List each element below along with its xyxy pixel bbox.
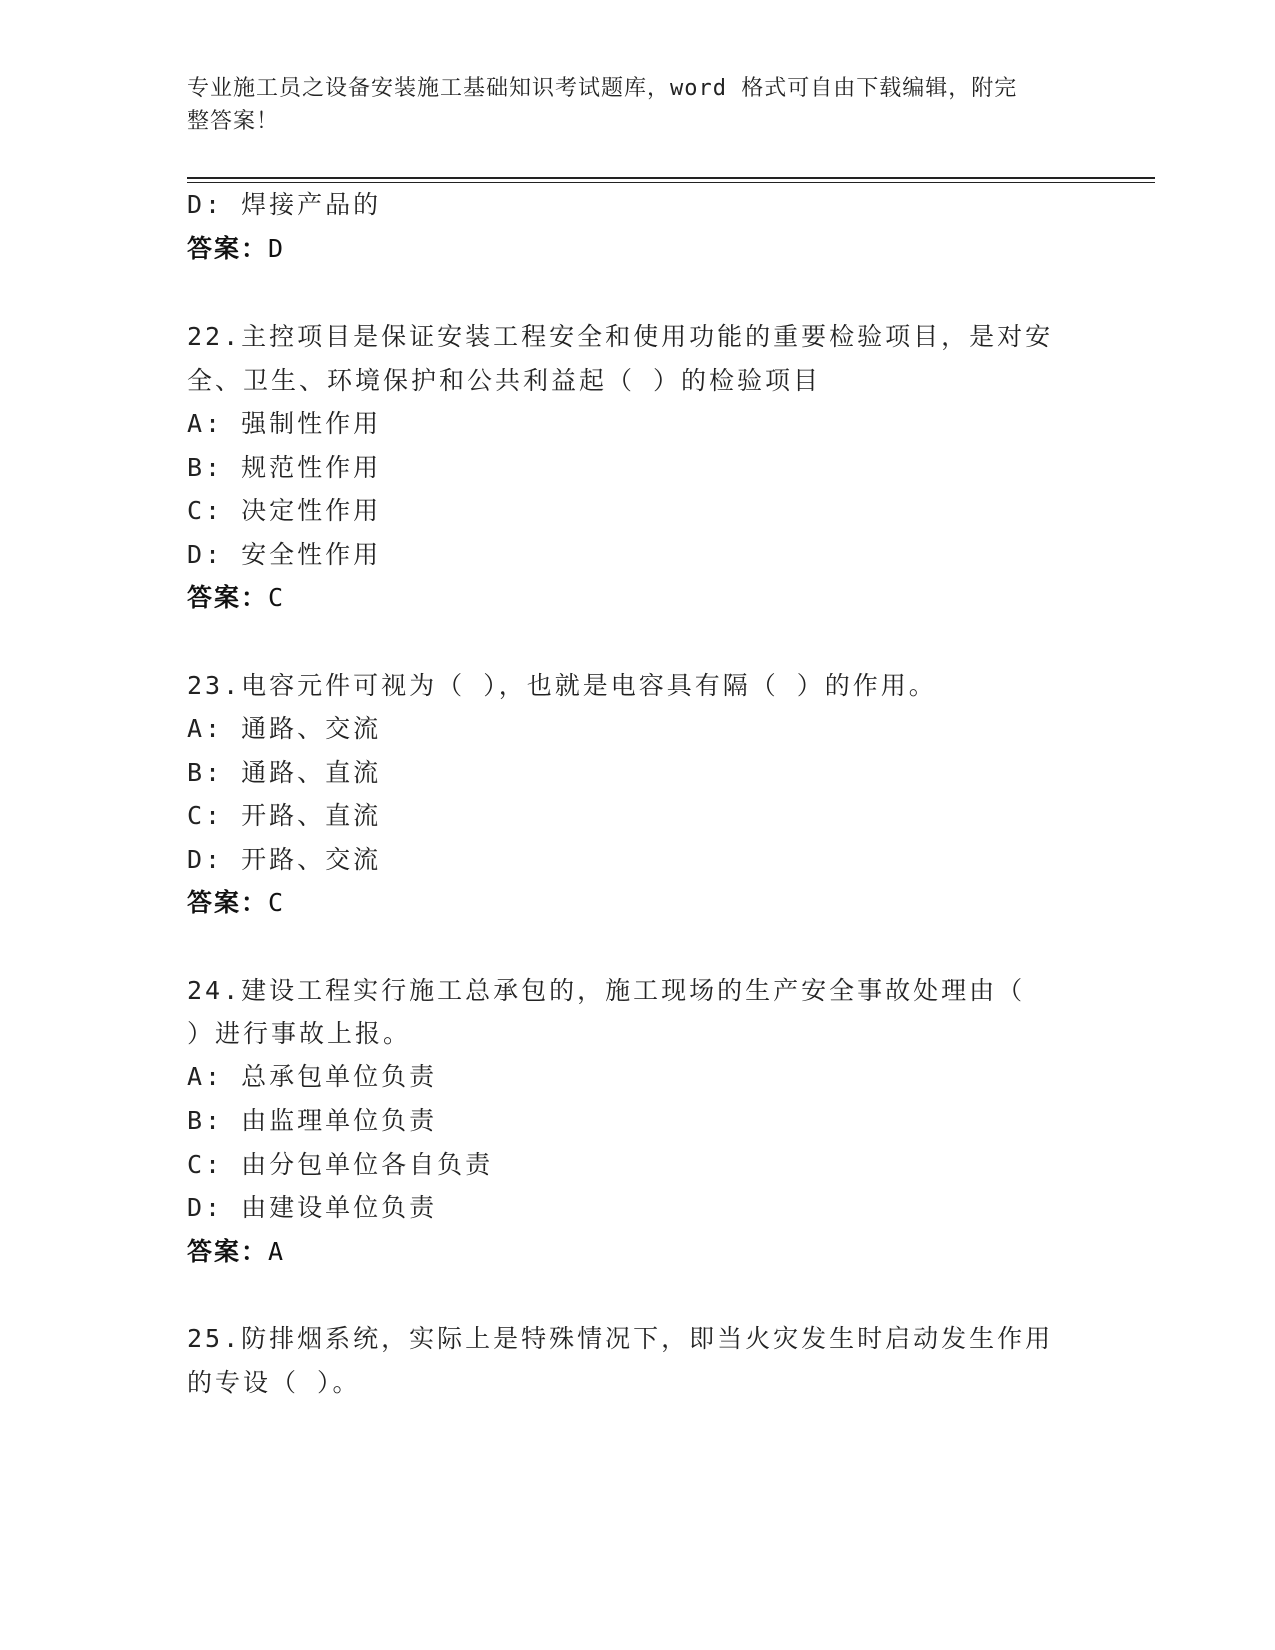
question-22-option-d: D: 安全性作用: [187, 540, 382, 569]
question-23-option-d: D: 开路、交流: [187, 845, 382, 874]
header-line-1: 专业施工员之设备安装施工基础知识考试题库，word 格式可自由下载编辑，附完: [187, 76, 1018, 101]
question-25-stem-line-1: 25.防排烟系统，实际上是特殊情况下，即当火灾发生时启动发生作用: [187, 1324, 1054, 1353]
answer-label: 答案：: [187, 888, 269, 917]
answer-label: 答案：: [187, 234, 269, 263]
question-24-option-b: B: 由监理单位负责: [187, 1106, 438, 1135]
question-22-answer: [187, 581, 285, 615]
answer-label: 答案：: [187, 583, 269, 612]
answer-value: D: [268, 234, 286, 263]
question-24-option-d: D: 由建设单位负责: [187, 1193, 438, 1222]
question-22-option-c: C: 决定性作用: [187, 496, 382, 525]
answer-value: A: [268, 1237, 286, 1266]
header-divider-thin: [187, 182, 1155, 183]
question-22-stem-line-1: 22.主控项目是保证安装工程安全和使用功能的重要检验项目，是对安: [187, 322, 1054, 351]
question-23-option-b: B: 通路、直流: [187, 758, 382, 787]
header-line-2: 整答案！: [187, 109, 280, 134]
question-22-option-a: A: 强制性作用: [187, 409, 382, 438]
question-24-option-a: A: 总承包单位负责: [187, 1062, 438, 1091]
question-23-option-c: C: 开路、直流: [187, 801, 382, 830]
answer-value: C: [268, 583, 286, 612]
answer-label: 答案：: [187, 1237, 269, 1266]
question-24-answer: [187, 1235, 285, 1269]
question-24-option-c: C: 由分包单位各自负责: [187, 1150, 494, 1179]
question-24-stem-line-1: 24.建设工程实行施工总承包的，施工现场的生产安全事故处理由（: [187, 976, 1026, 1005]
header-divider: [187, 177, 1155, 179]
question-23-option-a: A: 通路、交流: [187, 714, 382, 743]
option-d: D: 焊接产品的: [187, 190, 382, 219]
answer-value: C: [268, 888, 286, 917]
answer-line: [187, 232, 285, 266]
question-22-option-b: B: 规范性作用: [187, 453, 382, 482]
question-24-stem-line-2: ）进行事故上报。: [187, 1019, 412, 1048]
document-header: [187, 72, 1067, 138]
question-23-answer: [187, 886, 285, 920]
question-23-stem-line-1: 23.电容元件可视为（ ），也就是电容具有隔（ ）的作用。: [187, 671, 937, 700]
question-25-stem-line-2: 的专设（ ）。: [187, 1368, 361, 1397]
question-22-stem-line-2: 全、卫生、环境保护和公共利益起（ ）的检验项目: [187, 366, 822, 395]
